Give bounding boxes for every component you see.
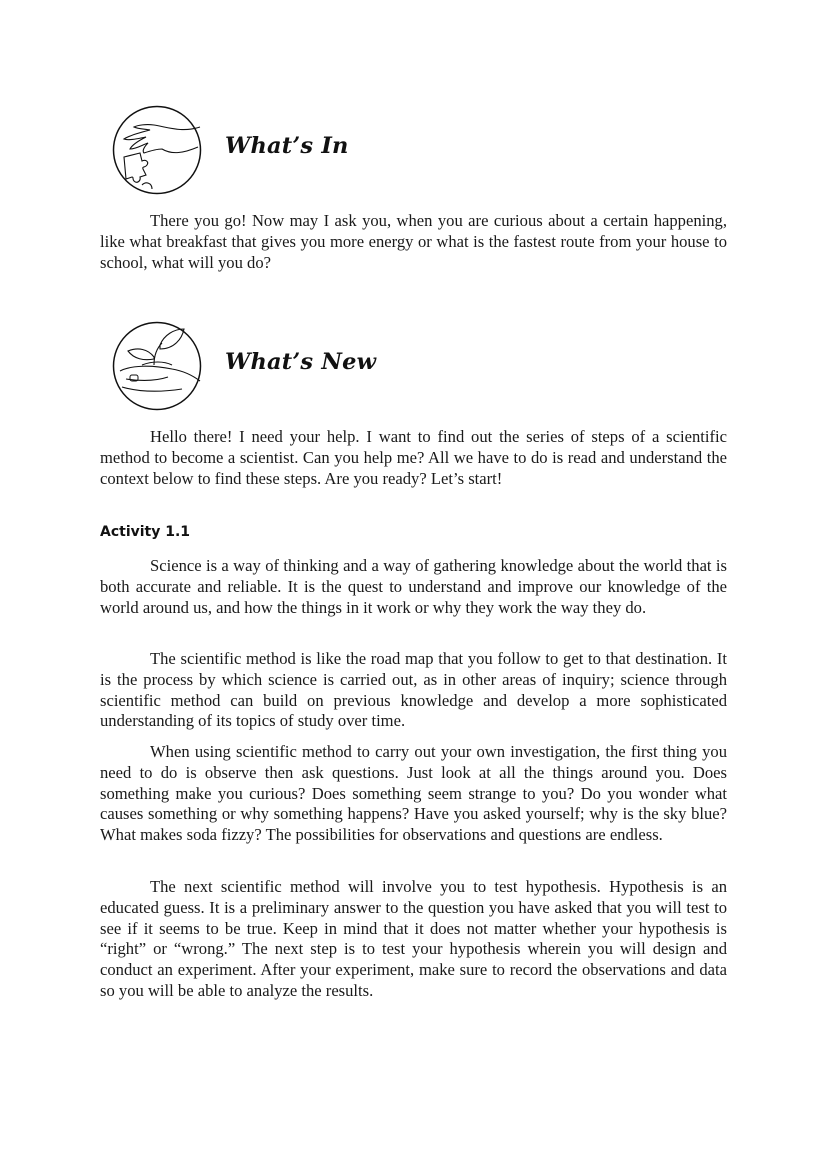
activity-paragraph-2: The scientific method is like the road map that you follow to get to that destination. It is the process by which science is carried out, as in other areas of inquiry; science through scientific method can build on previous knowledge and develop a more sophisticated understanding of its topics of study over time. [100, 649, 727, 731]
activity-paragraph-4: The next scientific method will involve you to test hypothesis. Hypothesis is an educated guess. It is a preliminary answer to the question you have asked that you will test to see if it seems to be true. Keep in mind that it does not matter whether your hypothesis is “right” or “wrong.” The next step is to test your hypothesis wherein you will design and conduct an experiment. After your experiment, make sure to record the observations and data so you will be able to analyze the results. [100, 877, 727, 1000]
activity-paragraph-3: When using scientific method to carry out your own investigation, the first thing you need to do is observe then ask questions. Just look at all the things around you. Does something make you curious? Does something seem strange to you? Do you wonder what causes something or why something happens? Have you asked yourself; why is the sky blue? What makes soda fizzy? The possibilities for observations and questions are endless. [100, 742, 727, 845]
section-title-whats-in: What’s In [225, 133, 349, 159]
whats-new-header [112, 321, 612, 413]
whats-in-paragraph: There you go! Now may I ask you, when you are curious about a certain happening, like what breakfast that gives you more energy or what is the fastest route from your house to school, what will you do? [100, 211, 727, 272]
activity-label: Activity 1.1 [100, 524, 191, 540]
whats-in-header [112, 105, 612, 197]
hand-puzzle-icon [112, 105, 202, 195]
activity-paragraph-1: Science is a way of thinking and a way of gathering knowledge about the world that is both accurate and reliable. It is the quest to understand and improve our knowledge of the world around us, and how the things in it work or why they work the way they do. [100, 556, 727, 617]
hand-plant-icon [112, 321, 202, 411]
section-title-whats-new: What’s New [225, 349, 377, 375]
whats-new-paragraph: Hello there! I need your help. I want to find out the series of steps of a scientific method to become a scientist. Can you help me? All we have to do is read and understand the context below to find these steps. Are you ready? Let’s start! [100, 427, 727, 488]
